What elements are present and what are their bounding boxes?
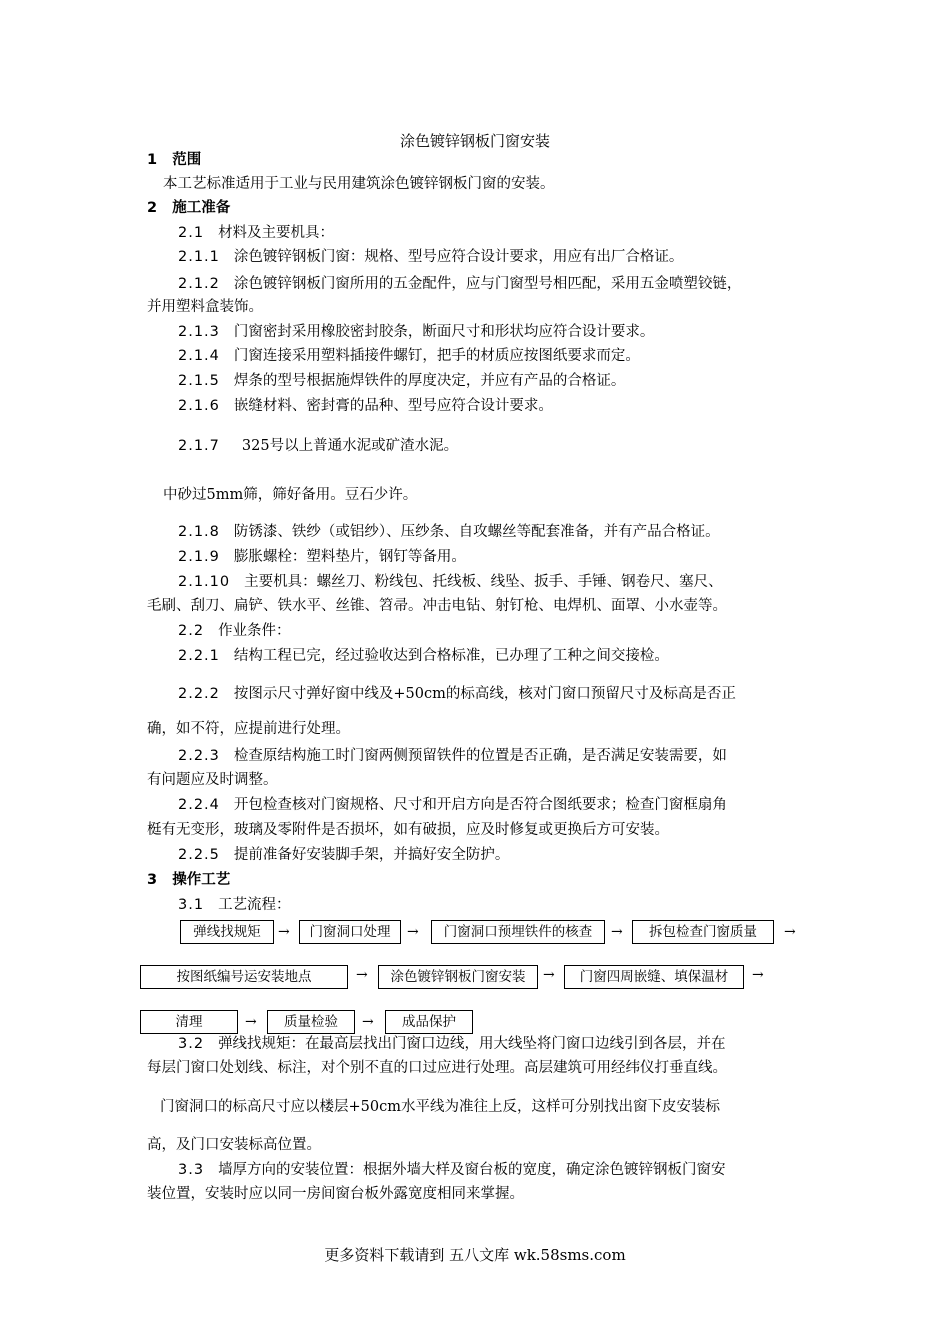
clause-text: 涂色镀锌钢板门窗：规格、型号应符合设计要求，用应有出厂合格证。 — [233, 249, 684, 265]
clause-continuation: 有问题应及时调整。 — [147, 772, 278, 788]
section-label: 操作工艺 — [172, 872, 231, 888]
clause-text: 按图示尺寸弹好窗中线及+50cm的标高线，核对门窗口预留尺寸及标高是否正 — [233, 686, 736, 702]
paragraph: 本工艺标准适用于工业与民用建筑涂色镀锌钢板门窗的安装。 — [163, 176, 555, 192]
section-label: 施工准备 — [172, 200, 231, 216]
section-number: 3 — [147, 872, 158, 888]
clause-2-1-7 — [178, 436, 458, 456]
clause-text: 提前准备好安装脚手架，并搞好安全防护。 — [233, 847, 510, 863]
arrow-right-icon: → — [356, 967, 368, 983]
clause-continuation: 装位置，安装时应以同一房间窗台板外露宽度相同来掌握。 — [147, 1186, 524, 1202]
flow-step: 清理 — [140, 1010, 238, 1034]
clause-continuation: 并用塑料盒装饰。 — [147, 299, 263, 315]
clause-number: 2.2.2 — [178, 686, 220, 702]
arrow-right-icon: → — [245, 1014, 257, 1030]
clause-3-3 — [178, 1160, 726, 1180]
section-number: 1 — [147, 152, 158, 168]
clause-number: 3.3 — [178, 1162, 205, 1178]
clause-number: 2.1.6 — [178, 398, 220, 414]
clause-text: 嵌缝材料、密封膏的品种、型号应符合设计要求。 — [233, 398, 553, 414]
section-1-heading — [147, 150, 201, 170]
arrow-right-icon: → — [407, 924, 419, 940]
clause-number: 2.1.10 — [178, 574, 231, 590]
clause-continuation: 高，及门口安装标高位置。 — [147, 1137, 321, 1153]
clause-text: 防锈漆、铁纱（或铝纱）、压纱条、自攻螺丝等配套准备，并有产品合格证。 — [233, 524, 720, 540]
clause-text: 325号以上普通水泥或矿渣水泥。 — [241, 438, 459, 454]
arrow-right-icon: → — [543, 967, 555, 983]
clause-text: 门窗连接采用塑料插接件螺钉，把手的材质应按图纸要求而定。 — [233, 348, 640, 364]
clause-number: 2.1.1 — [178, 249, 220, 265]
clause-2-1-10 — [178, 572, 723, 592]
flow-step: 门窗洞口预埋铁件的核查 — [431, 920, 605, 944]
footer-download-note: 更多资料下载请到 五八文库 wk.58sms.com — [324, 1246, 626, 1264]
clause-continuation: 确，如不符，应提前进行处理。 — [147, 721, 350, 737]
clause-2-1-8 — [178, 522, 720, 542]
clause-text: 主要机具：螺丝刀、粉线包、托线板、线坠、扳手、手锤、钢卷尺、塞尺、 — [244, 574, 723, 590]
flow-step: 涂色镀锌钢板门窗安装 — [378, 965, 538, 989]
clause-2-1-9 — [178, 547, 466, 567]
clause-number: 2.1.5 — [178, 373, 220, 389]
clause-text: 膨胀螺栓：塑料垫片，钢钉等备用。 — [233, 549, 466, 565]
arrow-right-icon: → — [752, 967, 764, 983]
section-3-heading — [147, 870, 230, 890]
clause-continuation: 毛刷、刮刀、扁铲、铁水平、丝锥、笤帚。冲击电钻、射钉枪、电焊机、面罩、小水壶等。 — [147, 598, 727, 614]
clause-text: 结构工程已完，经过验收达到合格标准，已办理了工种之间交接检。 — [233, 648, 669, 664]
clause-number: 2.1.9 — [178, 549, 220, 565]
clause-3-1 — [178, 895, 291, 915]
clause-text: 开包检查核对门窗规格、尺寸和开启方向是否符合图纸要求；检查门窗框扇角 — [233, 797, 727, 813]
clause-number: 3.2 — [178, 1036, 205, 1052]
clause-2-1-1 — [178, 247, 683, 267]
section-2-heading — [147, 198, 230, 218]
flow-step: 弹线找规矩 — [180, 920, 274, 944]
clause-2-1-5 — [178, 371, 625, 391]
flow-step: 门窗四周嵌缝、填保温材 — [564, 965, 744, 989]
clause-text: 门窗密封采用橡胶密封胶条，断面尺寸和形状均应符合设计要求。 — [233, 324, 655, 340]
clause-text: 涂色镀锌钢板门窗所用的五金配件，应与门窗型号相匹配，采用五金喷塑铰链， — [233, 276, 742, 292]
section-label: 范围 — [172, 152, 202, 168]
section-number: 2 — [147, 200, 158, 216]
flow-step: 质量检验 — [267, 1010, 355, 1034]
clause-3-2 — [178, 1034, 726, 1054]
arrow-right-icon: → — [611, 924, 623, 940]
clause-text: 检查原结构施工时门窗两侧预留铁件的位置是否正确，是否满足安装需要，如 — [233, 748, 727, 764]
paragraph: 中砂过5mm筛，筛好备用。豆石少许。 — [163, 487, 418, 503]
clause-2-1-6 — [178, 396, 553, 416]
clause-number: 2.2.4 — [178, 797, 220, 813]
flow-step: 门窗洞口处理 — [299, 920, 401, 944]
clause-number: 2.1.8 — [178, 524, 220, 540]
clause-text: 工艺流程： — [218, 897, 291, 913]
clause-continuation: 梃有无变形，玻璃及零附件是否损坏，如有破损，应及时修复或更换后方可安装。 — [147, 822, 669, 838]
flow-step: 按图纸编号运安装地点 — [140, 965, 348, 989]
clause-2-1-4 — [178, 346, 640, 366]
clause-continuation: 每层门窗口处划线、标注，对个别不直的口过应进行处理。高层建筑可用经纬仪打垂直线。 — [147, 1060, 727, 1076]
clause-number: 2.2.5 — [178, 847, 220, 863]
clause-text: 墙厚方向的安装位置：根据外墙大样及窗台板的宽度，确定涂色镀锌钢板门窗安 — [218, 1162, 726, 1178]
clause-2-2-2 — [178, 684, 736, 704]
arrow-right-icon: → — [362, 1014, 374, 1030]
clause-text: 弹线找规矩：在最高层找出门窗口边线，用大线坠将门窗口边线引到各层，并在 — [218, 1036, 726, 1052]
paragraph: 门窗洞口的标高尺寸应以楼层+50cm水平线为准往上反，这样可分别找出窗下皮安装标 — [160, 1099, 720, 1115]
clause-text: 材料及主要机具： — [218, 225, 335, 241]
clause-number: 3.1 — [178, 897, 205, 913]
clause-2-2 — [178, 621, 291, 641]
clause-text: 作业条件： — [218, 623, 291, 639]
flow-step: 成品保护 — [385, 1010, 473, 1034]
clause-number: 2.1.3 — [178, 324, 220, 340]
clause-number: 2.1 — [178, 225, 205, 241]
clause-2-2-1 — [178, 646, 669, 666]
clause-2-1-3 — [178, 322, 654, 342]
clause-text: 焊条的型号根据施焊铁件的厚度决定，并应有产品的合格证。 — [233, 373, 626, 389]
clause-number: 2.1.2 — [178, 276, 220, 292]
clause-number: 2.2.3 — [178, 748, 220, 764]
clause-number: 2.2.1 — [178, 648, 220, 664]
arrow-right-icon: → — [784, 924, 796, 940]
clause-2-2-3 — [178, 746, 727, 766]
clause-number: 2.1.7 — [178, 438, 220, 454]
page-title: 涂色镀锌钢板门窗安装 — [399, 132, 550, 150]
arrow-right-icon: → — [278, 924, 290, 940]
clause-2-2-5 — [178, 845, 509, 865]
clause-2-1-2 — [178, 274, 741, 294]
clause-2-1 — [178, 223, 334, 243]
flow-step: 拆包检查门窗质量 — [632, 920, 774, 944]
clause-2-2-4 — [178, 795, 727, 815]
clause-number: 2.1.4 — [178, 348, 220, 364]
clause-number: 2.2 — [178, 623, 205, 639]
